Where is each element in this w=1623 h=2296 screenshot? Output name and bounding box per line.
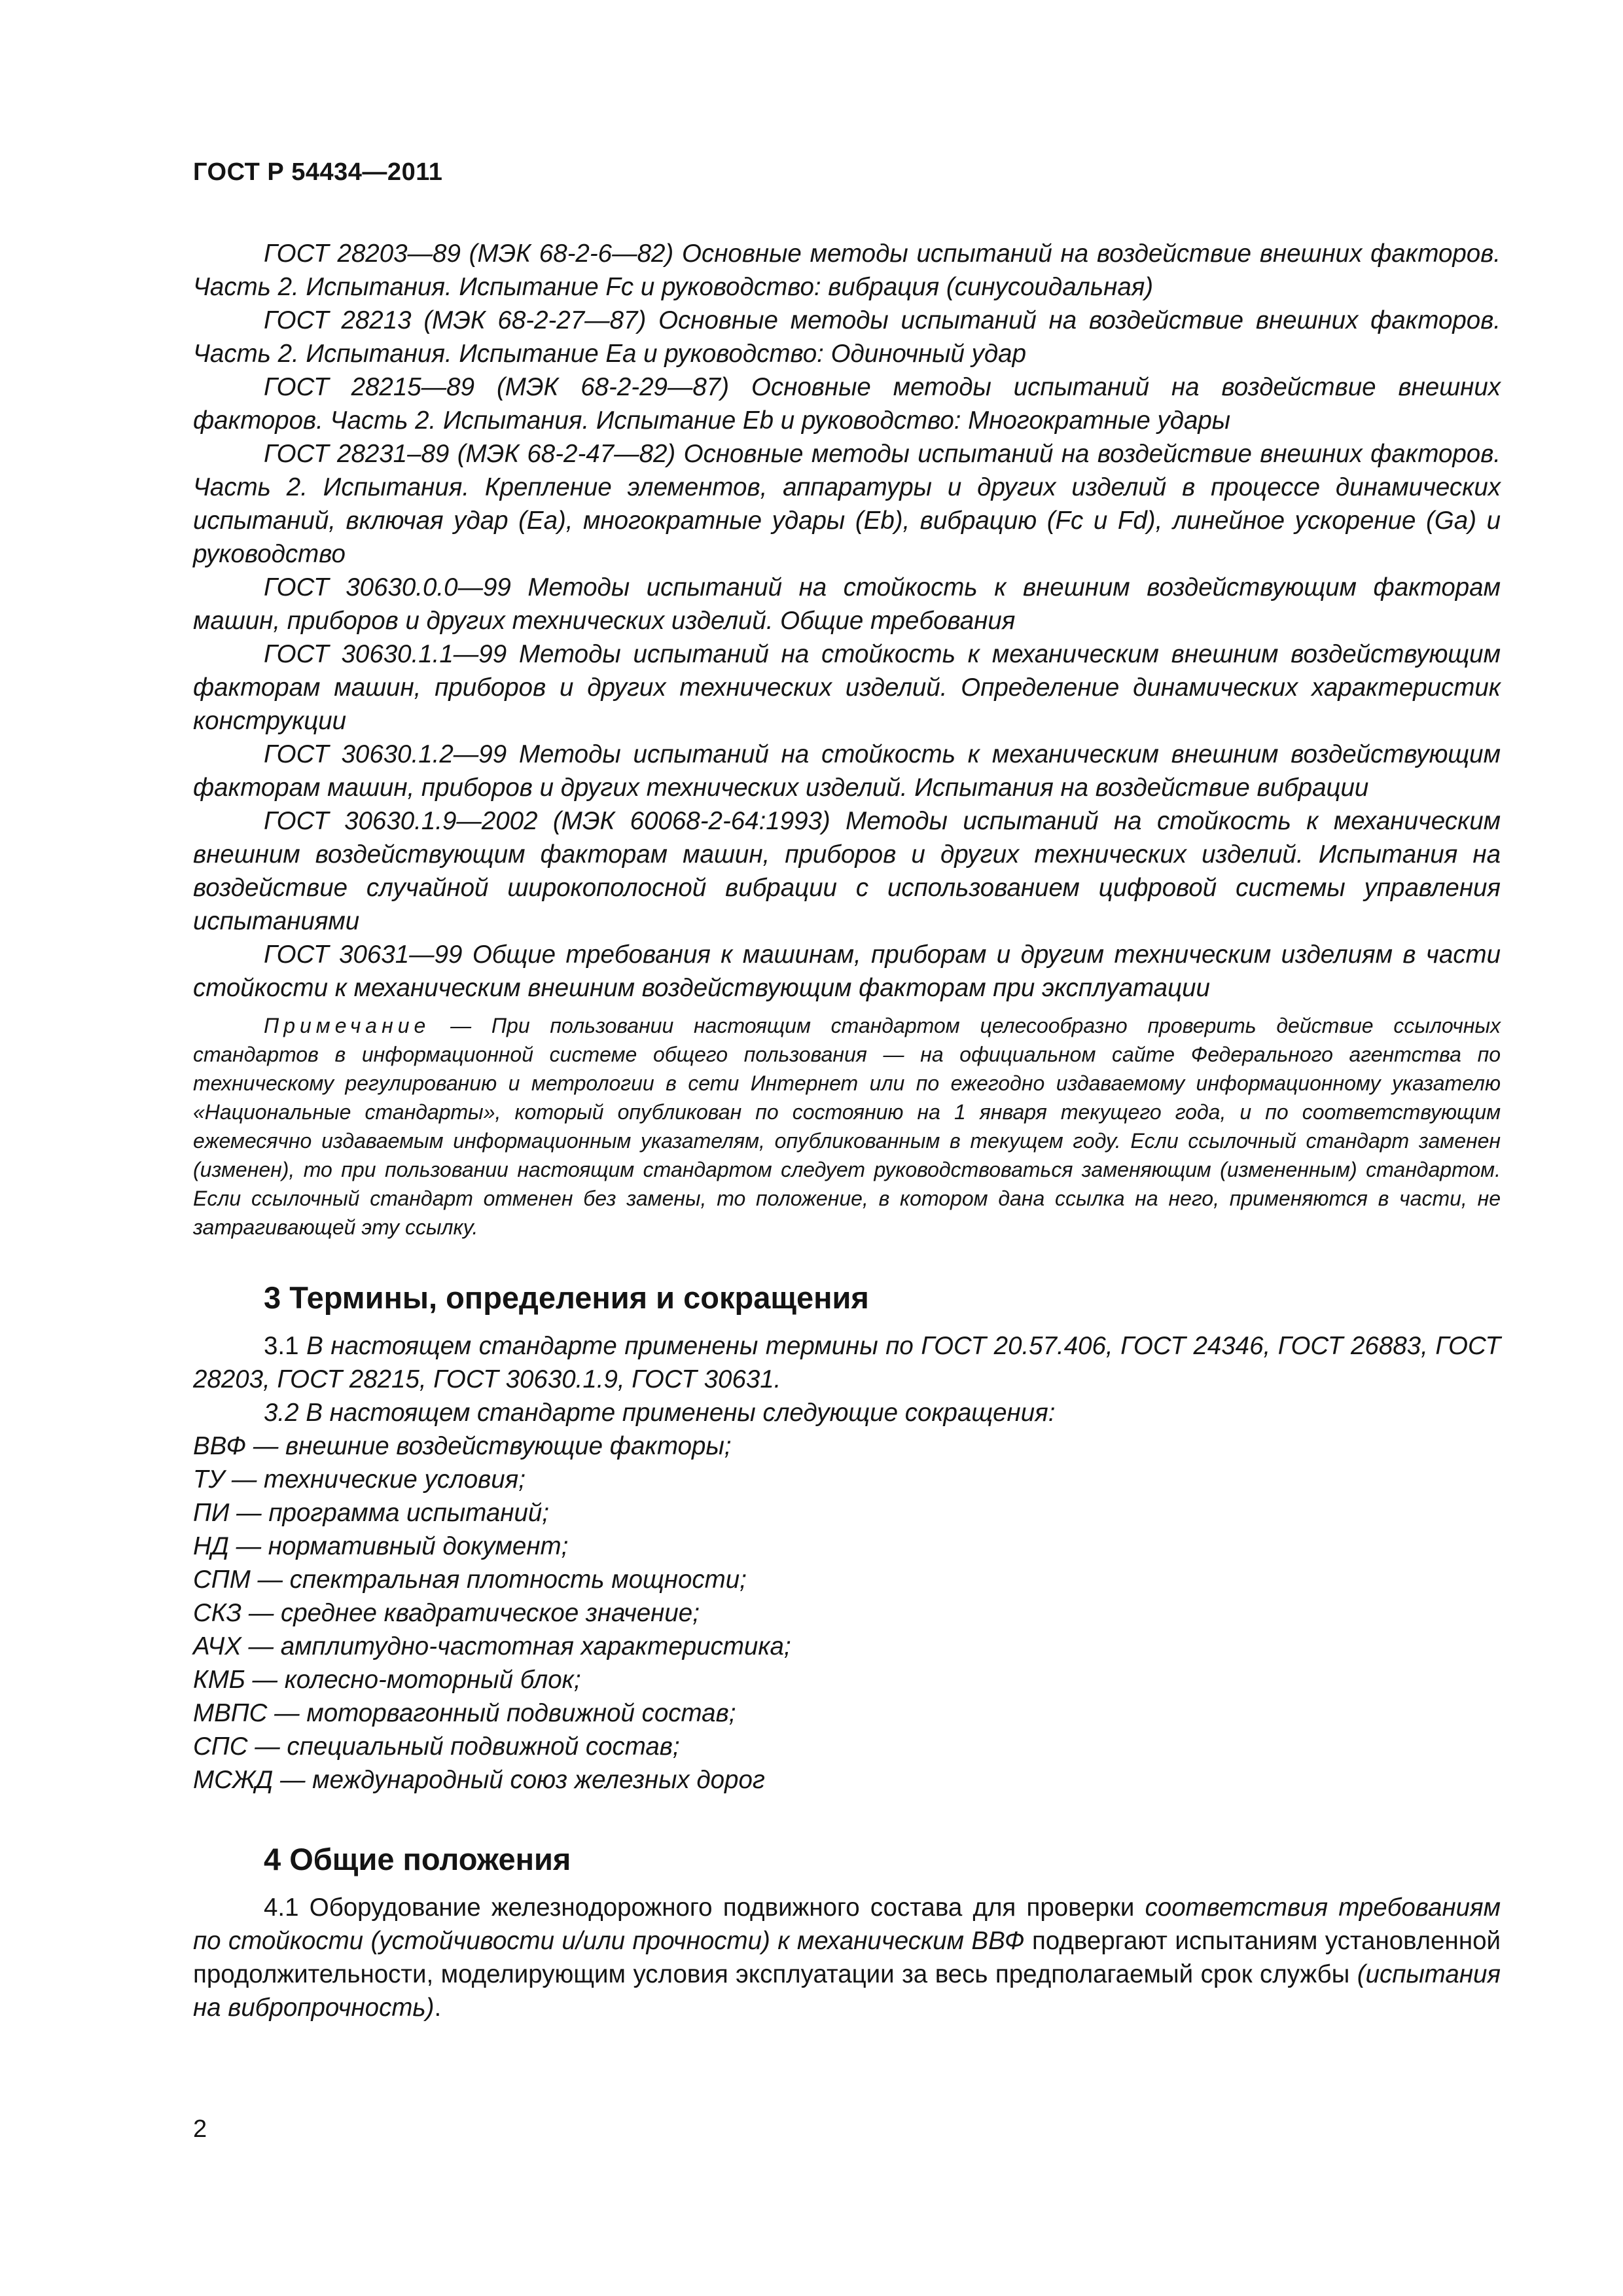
- reference-item: ГОСТ 28215—89 (МЭК 68-2-29—87) Основные методы испытаний на воздействие внешних факторов. Часть 2. Испытания. Испытание Eb и руководство: Многократные удары: [193, 373, 1501, 435]
- normative-references-list: [193, 237, 1501, 1005]
- abbreviation-item: МВПС — моторвагонный подвижной состав;: [193, 1699, 736, 1727]
- section-3-1-paragraph: [193, 1329, 1501, 1396]
- clause-text-plain: подвергают испытаниям установленной продолжительности, моделирующим условия эксплуатации за весь предполагаемый срок службы: [193, 1927, 1501, 1988]
- reference-item: ГОСТ 30630.1.1—99 Методы испытаний на стойкость к механическим внешним воздействующим факторам машин, приборов и других технических изделий. Определение динамических характеристик конструкции: [193, 640, 1501, 735]
- clause-text-plain: .: [434, 1994, 442, 2022]
- abbreviation-item: ПИ — программа испытаний;: [193, 1499, 549, 1527]
- clause-text-italic: соответствия требованиям по стойкости (устойчивости и/или прочности) к механическим ВВФ: [193, 1893, 1501, 1955]
- abbreviations-list: [193, 1429, 1501, 1797]
- abbreviation-item: СПМ — спектральная плотность мощности;: [193, 1566, 747, 1594]
- clause-number: 3.1: [264, 1332, 299, 1360]
- document-header: ГОСТ Р 54434—2011: [193, 158, 443, 186]
- abbreviation-item: КМБ — колесно-моторный блок;: [193, 1666, 581, 1694]
- abbreviation-item: АЧХ — амплитудно-частотная характеристика;: [193, 1632, 791, 1660]
- abbreviation-item: ВВФ — внешние воздействующие факторы;: [193, 1432, 732, 1460]
- note-paragraph: [193, 1011, 1501, 1242]
- reference-item: ГОСТ 28203—89 (МЭК 68-2-6—82) Основные методы испытаний на воздействие внешних факторов. Часть 2. Испытания. Испытание Fc и руководство: вибрация (синусоидальная): [193, 240, 1501, 301]
- reference-item: ГОСТ 30630.1.2—99 Методы испытаний на стойкость к механическим внешним воздействующим факторам машин, приборов и других технических изделий. Испытания на воздействие вибрации: [193, 740, 1501, 802]
- abbreviation-item: ТУ — технические условия;: [193, 1465, 526, 1494]
- clause-text-italic: (испытания на вибропрочность): [193, 1960, 1501, 2022]
- abbreviation-item: СКЗ — среднее квадратическое значение;: [193, 1599, 700, 1627]
- abbreviation-item: СПС — специальный подвижной состав;: [193, 1732, 680, 1761]
- clause-text-plain: 4.1 Оборудование железнодорожного подвижного состава для проверки: [264, 1893, 1145, 1922]
- page-number: 2: [193, 2115, 207, 2143]
- section-4-heading: 4 Общие положения: [264, 1842, 571, 1876]
- reference-item: ГОСТ 28213 (МЭК 68-2-27—87) Основные методы испытаний на воздействие внешних факторов. Часть 2. Испытания. Испытание Ea и руководство: Одиночный удар: [193, 306, 1501, 368]
- clause-text: 3.2 В настоящем стандарте применены следующие сокращения:: [264, 1399, 1056, 1427]
- abbreviation-item: НД — нормативный документ;: [193, 1532, 569, 1560]
- section-3-heading: 3 Термины, определения и сокращения: [264, 1280, 869, 1315]
- reference-item: ГОСТ 30631—99 Общие требования к машинам, приборам и другим техническим изделиям в части стойкости к механическим внешним воздействующим факторам при эксплуатации: [193, 941, 1501, 1002]
- clause-text: В настоящем стандарте применены термины по ГОСТ 20.57.406, ГОСТ 24346, ГОСТ 26883, ГОСТ 28203, ГОСТ 28215, ГОСТ 30630.1.9, ГОСТ 30631.: [193, 1332, 1501, 1393]
- section-4-1-paragraph: [193, 1891, 1501, 2024]
- note-label: Примечание: [264, 1014, 431, 1037]
- document-body: [193, 237, 1501, 2024]
- reference-item: ГОСТ 28231–89 (МЭК 68-2-47—82) Основные методы испытаний на воздействие внешних факторов. Часть 2. Испытания. Крепление элементов, аппаратуры и других изделий в процессе динамических испытаний, включая удар (Ea), многократные удары (Eb), вибрацию (Fc и Fd), линейное ускорение (Ga) и руководство: [193, 440, 1501, 568]
- section-3-2-paragraph: [193, 1396, 1501, 1429]
- abbreviation-item: МСЖД — международный союз железных дорог: [193, 1766, 765, 1794]
- reference-item: ГОСТ 30630.0.0—99 Методы испытаний на стойкость к внешним воздействующим факторам машин, приборов и других технических изделий. Общие требования: [193, 573, 1501, 635]
- note-text: — При пользовании настоящим стандартом целесообразно проверить действие ссылочных стандартов в информационной системе общего пользования — на официальном сайте Федерального агентства по техническому регулированию и метрологии в сети Интернет или по ежегодно издаваемому информационному указателю «Национальные стандарты», который опубликован по состоянию на 1 января текущего года, и по соответствующим ежемесячно издаваемым информационным указателям, опубликованным в текущем году. Если ссылочный стандарт заменен (изменен), то при пользовании настоящим стандартом следует руководствоваться заменяющим (измененным) стандартом. Если ссылочный стандарт отменен без замены, то положение, в котором дана ссылка на него, применяются в части, не затрагивающей эту ссылку.: [193, 1014, 1501, 1239]
- reference-item: ГОСТ 30630.1.9—2002 (МЭК 60068-2-64:1993) Методы испытаний на стойкость к механическим внешним воздействующим факторам машин, приборов и других технических изделий. Испытания на воздействие случайной широкополосной вибрации с использованием цифровой системы управления испытаниями: [193, 807, 1501, 935]
